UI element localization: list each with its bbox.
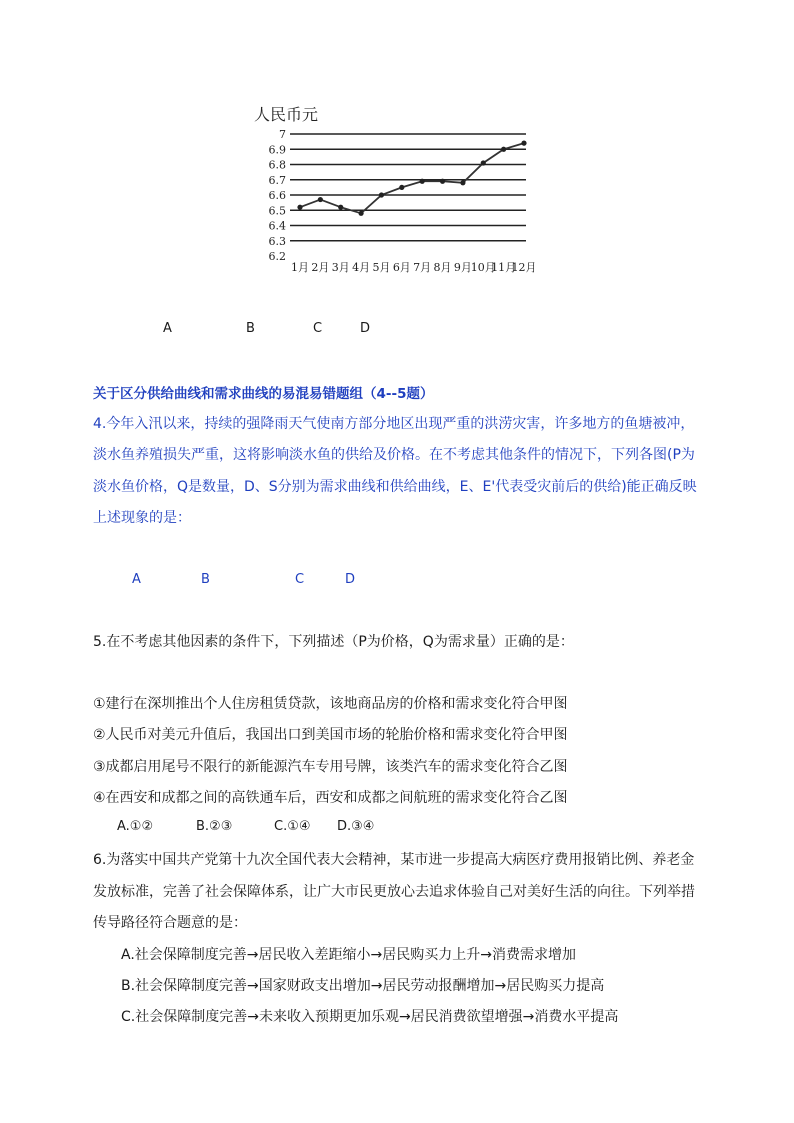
q3-option-d[interactable]: D — [360, 321, 371, 336]
q5-item-2: ②人民币对美元升值后，我国出口到美国市场的轮胎价格和需求变化符合甲图 — [93, 727, 568, 743]
q6-option-a[interactable]: A.社会保障制度完善→居民收入差距缩小→居民购买力上升→消费需求增加 — [121, 947, 576, 963]
chart-x-tick-label: 9月 — [453, 261, 472, 274]
q5-item-3: ③成都启用尾号不限行的新能源汽车专用号牌，该类汽车的需求变化符合乙图 — [93, 759, 568, 775]
q4-option-b[interactable]: B — [201, 572, 210, 587]
q6-stem-line-1: 6.为落实中国共产党第十九次全国代表大会精神，某市进一步提高大病医疗费用报销比例、养老金 — [93, 852, 695, 868]
chart-x-tick-label: 6月 — [392, 261, 411, 274]
chart-y-tick-label: 6.2 — [268, 250, 286, 263]
q4-option-a[interactable]: A — [132, 572, 141, 587]
chart-ylabel: 人民币元 — [254, 105, 319, 124]
chart-point-11 — [501, 147, 506, 152]
chart-point-6 — [399, 185, 404, 190]
chart-point-10 — [481, 160, 486, 165]
chart-y-tick-label: 6.5 — [268, 204, 286, 218]
q4-stem-line-1: 4.今年入汛以来，持续的强降雨天气使南方部分地区出现严重的洪涝灾害，许多地方的鱼塘被冲， — [93, 416, 695, 432]
chart-x-tick-label: 5月 — [372, 261, 391, 274]
exchange-rate-chart — [250, 98, 550, 280]
chart-x-tick-label: 3月 — [331, 261, 350, 274]
chart-y-tick-label: 6.3 — [268, 234, 286, 248]
chart-series-line — [300, 143, 524, 213]
q3-option-b[interactable]: B — [246, 321, 255, 336]
q6-option-b[interactable]: B.社会保障制度完善→国家财政支出增加→居民劳动报酬增加→居民购买力提高 — [121, 978, 605, 994]
chart-x-tick-label: 2月 — [311, 261, 330, 274]
q6-stem-line-3: 传导路径符合题意的是： — [93, 915, 247, 931]
chart-point-5 — [379, 192, 384, 197]
q4-stem-line-3: 淡水鱼价格，Q是数量，D、S分别为需求曲线和供给曲线，E、E'代表受灾前后的供给)能正确反映 — [93, 479, 697, 495]
chart-y-tick-label: 6.9 — [268, 143, 286, 157]
q5-stem: 5.在不考虑其他因素的条件下，下列描述（P为价格，Q为需求量）正确的是： — [93, 634, 574, 650]
chart-point-8 — [440, 179, 445, 184]
chart-point-3 — [338, 205, 343, 210]
q5-option-b[interactable]: B.②③ — [196, 819, 233, 834]
chart-point-2 — [318, 197, 323, 202]
chart-point-12 — [521, 141, 526, 146]
chart-point-1 — [297, 205, 302, 210]
section-heading: 关于区分供给曲线和需求曲线的易混易错题组（4--5题） — [93, 386, 434, 402]
chart-x-tick-label: 12月 — [511, 261, 537, 274]
chart-y-tick-label: 7 — [279, 128, 286, 141]
q4-stem-line-4: 上述现象的是： — [93, 510, 191, 526]
chart-x-ticks — [291, 261, 537, 274]
chart-x-tick-label: 1月 — [291, 261, 309, 274]
chart-point-9 — [460, 180, 465, 185]
chart-y-tick-label: 6.4 — [268, 219, 286, 233]
chart-y-tick-label: 6.7 — [268, 173, 286, 187]
chart-point-4 — [358, 211, 363, 216]
chart-point-7 — [420, 179, 425, 184]
chart-x-tick-label: 10月 — [470, 261, 496, 274]
q6-stem-line-2: 发放标准，完善了社会保障体系，让广大市民更放心去追求体验自己对美好生活的向往。下列举措 — [93, 884, 695, 900]
q5-option-d[interactable]: D.③④ — [337, 819, 375, 834]
chart-x-tick-label: 11月 — [491, 261, 517, 274]
q5-option-a[interactable]: A.①② — [117, 819, 154, 834]
chart-y-tick-label: 6.8 — [268, 158, 286, 172]
chart-x-tick-label: 4月 — [352, 261, 371, 274]
chart-x-tick-label: 8月 — [433, 261, 452, 274]
q3-option-a[interactable]: A — [163, 321, 172, 336]
q5-option-c[interactable]: C.①④ — [274, 819, 311, 834]
chart-y-tick-label: 6.6 — [268, 189, 286, 202]
chart-grid — [290, 134, 526, 241]
q6-option-c[interactable]: C.社会保障制度完善→未来收入预期更加乐观→居民消费欲望增强→消费水平提高 — [121, 1009, 619, 1025]
q4-option-c[interactable]: C — [295, 572, 305, 587]
q4-option-d[interactable]: D — [345, 572, 356, 587]
q3-option-c[interactable]: C — [313, 321, 323, 336]
q5-item-4: ④在西安和成都之间的高铁通车后，西安和成都之间航班的需求变化符合乙图 — [93, 790, 568, 806]
chart-x-tick-label: 7月 — [413, 261, 432, 274]
chart-y-ticks — [269, 128, 287, 263]
q4-stem-line-2: 淡水鱼养殖损失严重，这将影响淡水鱼的供给及价格。在不考虑其他条件的情况下，下列各图(P为 — [93, 447, 695, 463]
q5-item-1: ①建行在深圳推出个人住房租赁贷款，该地商品房的价格和需求变化符合甲图 — [93, 696, 568, 712]
